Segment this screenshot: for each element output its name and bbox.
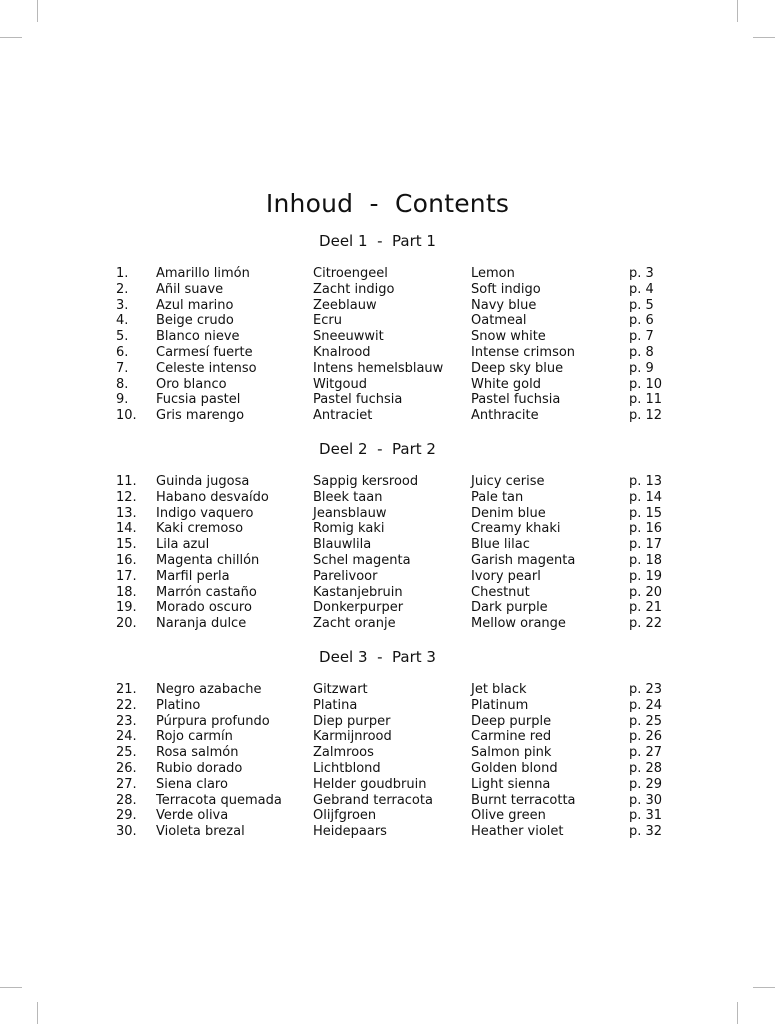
toc-row (116, 569, 676, 585)
dutch-name: Olijfgroen (313, 808, 377, 824)
toc-row (116, 329, 676, 345)
toc-row (116, 282, 676, 298)
page-number: p. 3 (629, 266, 654, 281)
spanish-name: Kaki cremoso (156, 521, 244, 537)
toc-row (116, 474, 676, 490)
page-number: p. 24 (629, 697, 663, 713)
english-name: Deep sky blue (471, 360, 564, 376)
spanish-name: Blanco nieve (156, 329, 240, 345)
page-number: p. 20 (629, 584, 663, 600)
toc-row (116, 698, 676, 714)
english-name: Olive green (471, 808, 546, 824)
spanish-name: Morado oscuro (156, 600, 252, 616)
spanish-name: Negro azabache (156, 682, 262, 697)
page-number: p. 10 (629, 376, 663, 392)
entry-number: 6. (116, 344, 129, 360)
crop-mark (737, 1002, 738, 1024)
crop-mark (0, 37, 22, 38)
spanish-name: Celeste intenso (156, 360, 257, 376)
entry-number: 23. (116, 713, 137, 729)
section-heading: Deel 2 - Part 2 (319, 440, 436, 458)
english-name: Platinum (471, 697, 529, 713)
page-number: p. 29 (629, 776, 663, 792)
dutch-name: Heidepaars (313, 824, 387, 840)
entry-number: 12. (116, 489, 137, 505)
page-number: p. 19 (629, 568, 663, 584)
entry-number: 21. (116, 682, 137, 697)
crop-mark (737, 0, 738, 22)
toc-row (116, 490, 676, 506)
entry-number: 14. (116, 521, 137, 537)
page-number: p. 6 (629, 313, 654, 329)
page-number: p. 11 (629, 392, 663, 408)
english-name: Jet black (471, 682, 527, 697)
page-number: p. 18 (629, 552, 663, 568)
english-name: Dark purple (471, 600, 548, 616)
entry-number: 10. (116, 408, 137, 424)
dutch-name: Sappig kersrood (313, 474, 419, 489)
spanish-name: Indigo vaquero (156, 505, 254, 521)
english-name: Juicy cerise (471, 474, 545, 489)
dutch-name: Intens hemelsblauw (313, 360, 444, 376)
english-name: Snow white (471, 329, 546, 345)
entry-number: 15. (116, 537, 137, 553)
dutch-name: Citroengeel (313, 266, 388, 281)
page-number: p. 4 (629, 281, 654, 297)
spanish-name: Guinda jugosa (156, 474, 250, 489)
dutch-name: Antraciet (313, 408, 373, 424)
page-number: p. 8 (629, 344, 654, 360)
entry-number: 3. (116, 297, 129, 313)
english-name: Oatmeal (471, 313, 527, 329)
english-name: Light sienna (471, 776, 551, 792)
page-number: p. 30 (629, 792, 663, 808)
english-name: Anthracite (471, 408, 539, 424)
page-number: p. 23 (629, 682, 663, 697)
english-name: Pale tan (471, 489, 524, 505)
dutch-name: Karmijnrood (313, 729, 392, 745)
spanish-name: Marrón castaño (156, 584, 257, 600)
toc-row (116, 506, 676, 522)
spanish-name: Gris marengo (156, 408, 245, 424)
spanish-name: Rosa salmón (156, 745, 239, 761)
toc-row (116, 682, 676, 698)
spanish-name: Rojo carmín (156, 729, 233, 745)
page-title: Inhoud - Contents (265, 188, 510, 218)
dutch-name: Zacht indigo (313, 281, 395, 297)
spanish-name: Marfil perla (156, 568, 230, 584)
toc-row (116, 408, 676, 424)
entry-number: 22. (116, 697, 137, 713)
spanish-name: Verde oliva (156, 808, 229, 824)
english-name: Salmon pink (471, 745, 552, 761)
spanish-name: Magenta chillón (156, 552, 260, 568)
page-number: p. 22 (629, 616, 663, 632)
dutch-name: Zacht oranje (313, 616, 396, 632)
section-list (116, 474, 676, 632)
spanish-name: Violeta brezal (156, 824, 245, 840)
spanish-name: Fucsia pastel (156, 392, 241, 408)
english-name: Heather violet (471, 824, 564, 840)
entry-number: 29. (116, 808, 137, 824)
page-number: p. 12 (629, 408, 663, 424)
english-name: Creamy khaki (471, 521, 561, 537)
entry-number: 26. (116, 760, 137, 776)
toc-row (116, 553, 676, 569)
entry-number: 8. (116, 376, 129, 392)
crop-mark (753, 37, 775, 38)
english-name: Chestnut (471, 584, 530, 600)
english-name: Lemon (471, 266, 515, 281)
toc-row (116, 345, 676, 361)
toc-row (116, 313, 676, 329)
dutch-name: Romig kaki (313, 521, 385, 537)
page-number: p. 14 (629, 489, 663, 505)
entry-number: 20. (116, 616, 137, 632)
toc-row (116, 298, 676, 314)
english-name: Pastel fuchsia (471, 392, 561, 408)
toc-row (116, 521, 676, 537)
dutch-name: Sneeuwwit (313, 329, 384, 345)
toc-row (116, 616, 676, 632)
toc-row (116, 585, 676, 601)
spanish-name: Beige crudo (156, 313, 234, 329)
spanish-name: Añil suave (156, 281, 224, 297)
dutch-name: Parelivoor (313, 568, 378, 584)
dutch-name: Zalmroos (313, 745, 374, 761)
english-name: Deep purple (471, 713, 552, 729)
page-number: p. 5 (629, 297, 654, 313)
english-name: Denim blue (471, 505, 546, 521)
dutch-name: Donkerpurper (313, 600, 404, 616)
spanish-name: Púrpura profundo (156, 713, 270, 729)
toc-row (116, 392, 676, 408)
toc-row (116, 537, 676, 553)
page-number: p. 17 (629, 537, 663, 553)
dutch-name: Lichtblond (313, 760, 381, 776)
page-number: p. 31 (629, 808, 663, 824)
entry-number: 28. (116, 792, 137, 808)
crop-mark (753, 987, 775, 988)
entry-number: 18. (116, 584, 137, 600)
toc-row (116, 600, 676, 616)
entry-number: 9. (116, 392, 129, 408)
toc-row (116, 777, 676, 793)
entry-number: 30. (116, 824, 137, 840)
crop-mark (37, 0, 38, 22)
english-name: White gold (471, 376, 542, 392)
page-number: p. 16 (629, 521, 663, 537)
english-name: Carmine red (471, 729, 552, 745)
english-name: Mellow orange (471, 616, 566, 632)
page-number: p. 25 (629, 713, 663, 729)
english-name: Golden blond (471, 760, 558, 776)
spanish-name: Siena claro (156, 776, 228, 792)
dutch-name: Kastanjebruin (313, 584, 403, 600)
english-name: Ivory pearl (471, 568, 541, 584)
dutch-name: Platina (313, 697, 358, 713)
dutch-name: Bleek taan (313, 489, 383, 505)
section-list (116, 682, 676, 840)
dutch-name: Gebrand terracota (313, 792, 433, 808)
toc-row (116, 266, 676, 282)
spanish-name: Habano desvaído (156, 489, 269, 505)
spanish-name: Carmesí fuerte (156, 344, 253, 360)
dutch-name: Jeansblauw (313, 505, 387, 521)
page-number: p. 28 (629, 760, 663, 776)
spanish-name: Platino (156, 697, 201, 713)
entry-number: 11. (116, 474, 137, 489)
spanish-name: Oro blanco (156, 376, 227, 392)
dutch-name: Zeeblauw (313, 297, 377, 313)
toc-row (116, 745, 676, 761)
english-name: Garish magenta (471, 552, 576, 568)
entry-number: 25. (116, 745, 137, 761)
toc-row (116, 808, 676, 824)
section-heading: Deel 1 - Part 1 (319, 232, 436, 250)
toc-row (116, 824, 676, 840)
english-name: Navy blue (471, 297, 537, 313)
page-number: p. 26 (629, 729, 663, 745)
toc-row (116, 729, 676, 745)
toc-row (116, 793, 676, 809)
dutch-name: Pastel fuchsia (313, 392, 403, 408)
dutch-name: Helder goudbruin (313, 776, 427, 792)
dutch-name: Gitzwart (313, 682, 368, 697)
entry-number: 1. (116, 266, 129, 281)
entry-number: 24. (116, 729, 137, 745)
toc-row (116, 377, 676, 393)
spanish-name: Azul marino (156, 297, 234, 313)
page-number: p. 15 (629, 505, 663, 521)
entry-number: 19. (116, 600, 137, 616)
spanish-name: Lila azul (156, 537, 210, 553)
spanish-name: Rubio dorado (156, 760, 243, 776)
entry-number: 5. (116, 329, 129, 345)
english-name: Intense crimson (471, 344, 576, 360)
page-number: p. 13 (629, 474, 663, 489)
dutch-name: Blauwlila (313, 537, 372, 553)
entry-number: 2. (116, 281, 129, 297)
entry-number: 17. (116, 568, 137, 584)
page-number: p. 7 (629, 329, 654, 345)
page-number: p. 27 (629, 745, 663, 761)
crop-mark (0, 987, 22, 988)
spanish-name: Naranja dulce (156, 616, 247, 632)
spanish-name: Amarillo limón (156, 266, 250, 281)
section-list (116, 266, 676, 424)
dutch-name: Schel magenta (313, 552, 411, 568)
dutch-name: Ecru (313, 313, 342, 329)
page-number: p. 32 (629, 824, 663, 840)
spanish-name: Terracota quemada (156, 792, 282, 808)
entry-number: 13. (116, 505, 137, 521)
dutch-name: Knalrood (313, 344, 371, 360)
english-name: Blue lilac (471, 537, 530, 553)
dutch-name: Diep purper (313, 713, 391, 729)
section-heading: Deel 3 - Part 3 (319, 648, 436, 666)
entry-number: 16. (116, 552, 137, 568)
toc-row (116, 361, 676, 377)
entry-number: 7. (116, 360, 129, 376)
page-number: p. 21 (629, 600, 663, 616)
toc-row (116, 714, 676, 730)
toc-row (116, 761, 676, 777)
dutch-name: Witgoud (313, 376, 367, 392)
entry-number: 4. (116, 313, 129, 329)
english-name: Burnt terracotta (471, 792, 576, 808)
entry-number: 27. (116, 776, 137, 792)
crop-mark (37, 1002, 38, 1024)
english-name: Soft indigo (471, 281, 541, 297)
page-number: p. 9 (629, 360, 654, 376)
